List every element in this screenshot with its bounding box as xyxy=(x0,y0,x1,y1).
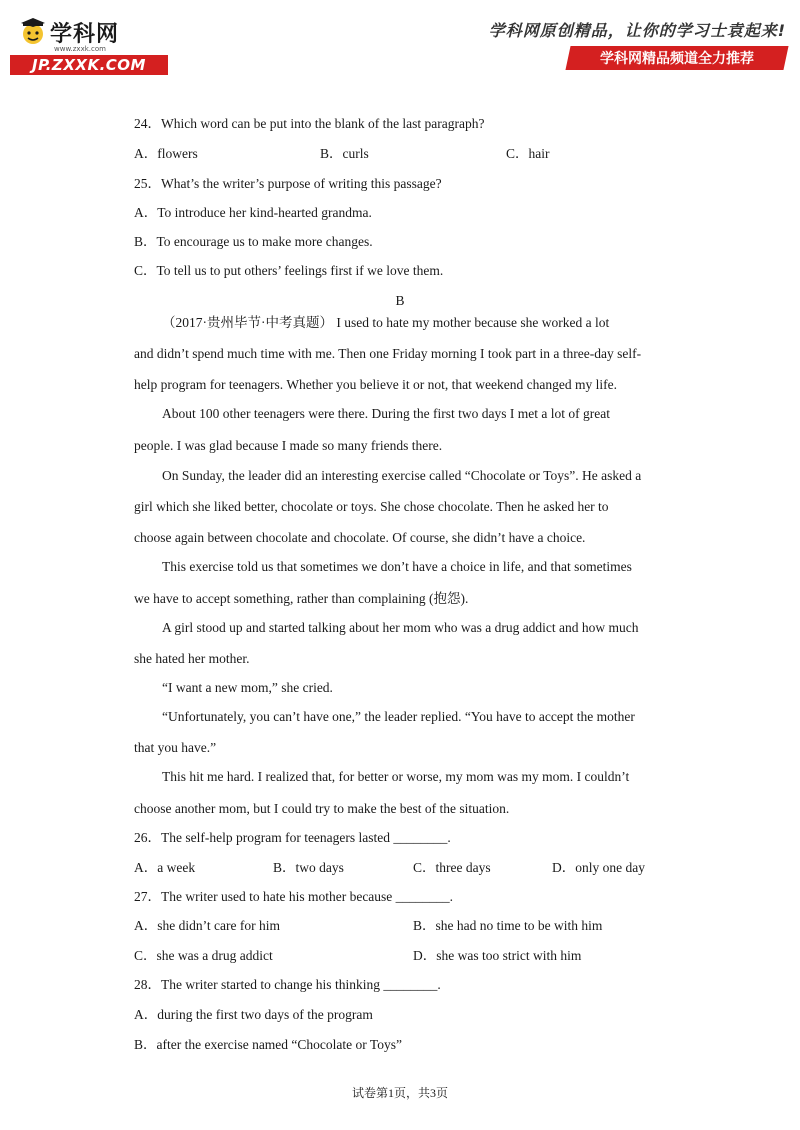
q24-option-a: A．flowers xyxy=(134,146,198,161)
zxxk-logo xyxy=(8,14,168,76)
section-label-b: B xyxy=(395,293,405,308)
logo-url-banner: JP.ZXXK.COM xyxy=(10,55,168,75)
q24-option-b: B．curls xyxy=(320,146,369,161)
passage-line: “Unfortunately, you can’t have one,” the leader replied. “You have to accept the mother xyxy=(162,709,635,724)
q28-option-b: B．after the exercise named “Chocolate or Toys” xyxy=(134,1037,402,1052)
q27-stem: 27．The writer used to hate his mother because ________. xyxy=(134,889,454,904)
q27-option-c: C．she was a drug addict xyxy=(134,948,273,963)
q26-stem: 26．The self-help program for teenagers lasted ________. xyxy=(134,830,451,845)
passage-line: （2017·贵州毕节·中考真题） I used to hate my mother because she worked a lot xyxy=(162,315,610,330)
q27-option-d: D．she was too strict with him xyxy=(413,948,582,963)
passage-line: choose again between chocolate and chocolate. Of course, she didn’t have a choice. xyxy=(134,530,586,545)
q26-option-d: D．only one day xyxy=(552,860,645,875)
header-banner xyxy=(565,46,788,70)
passage-line: and didn’t spend much time with me. Then one Friday morning I took part in a three-day self- xyxy=(134,346,642,361)
page-footer: 试卷第1页，共3页 xyxy=(351,1086,448,1100)
q24-option-c: C．hair xyxy=(506,146,550,161)
q25-option-c: C．To tell us to put others’ feelings first if we love them. xyxy=(134,263,444,278)
q25-stem: 25．What’s the writer’s purpose of writing this passage? xyxy=(134,176,442,191)
passage-line: A girl stood up and started talking about her mom who was a drug addict and how much xyxy=(162,620,639,635)
q26-option-c: C．three days xyxy=(413,860,491,875)
q26-option-b: B．two days xyxy=(273,860,344,875)
page-header xyxy=(0,0,800,80)
passage-line: About 100 other teenagers were there. During the first two days I met a lot of great xyxy=(162,406,610,421)
header-slogan: 学科网原创精品，让你的学习士袁起来! xyxy=(488,21,786,40)
mascot-icon xyxy=(18,17,48,47)
passage-line: choose another mom, but I could try to make the best of the situation. xyxy=(134,801,510,816)
passage-line: help program for teenagers. Whether you believe it or not, that weekend changed my life. xyxy=(134,377,617,392)
passage-line: that you have.” xyxy=(134,740,217,755)
passage-line: “I want a new mom,” she cried. xyxy=(162,680,333,695)
logo-name: 学科网 xyxy=(50,21,120,47)
passage-line: This exercise told us that sometimes we don’t have a choice in life, and that sometimes xyxy=(162,559,632,574)
q26-option-a: A．a week xyxy=(134,860,196,875)
passage-line: girl which she liked better, chocolate or toys. She chose chocolate. Then he asked her to xyxy=(134,499,609,514)
header-banner-text: 学科网精品频道全力推荐 xyxy=(600,51,754,67)
passage-line: On Sunday, the leader did an interesting exercise called “Chocolate or Toys”. He asked a xyxy=(162,468,642,483)
logo-small-url: www.zxxk.com xyxy=(54,45,106,53)
q27-option-a: A．she didn’t care for him xyxy=(134,918,280,933)
passage-line: she hated her mother. xyxy=(134,651,250,666)
q25-option-a: A．To introduce her kind-hearted grandma. xyxy=(134,205,372,220)
q27-option-b: B．she had no time to be with him xyxy=(413,918,603,933)
passage-line: we have to accept something, rather than complaining (抱怨). xyxy=(134,591,469,606)
passage-line: people. I was glad because I made so many friends there. xyxy=(134,438,443,453)
q25-option-b: B．To encourage us to make more changes. xyxy=(134,234,373,249)
q28-stem: 28．The writer started to change his thinking ________. xyxy=(134,977,441,992)
passage-line: This hit me hard. I realized that, for better or worse, my mom was my mom. I couldn’t xyxy=(162,769,630,784)
q28-option-a: A．during the first two days of the program xyxy=(134,1007,373,1022)
q24-stem: 24．Which word can be put into the blank of the last paragraph? xyxy=(134,116,485,131)
